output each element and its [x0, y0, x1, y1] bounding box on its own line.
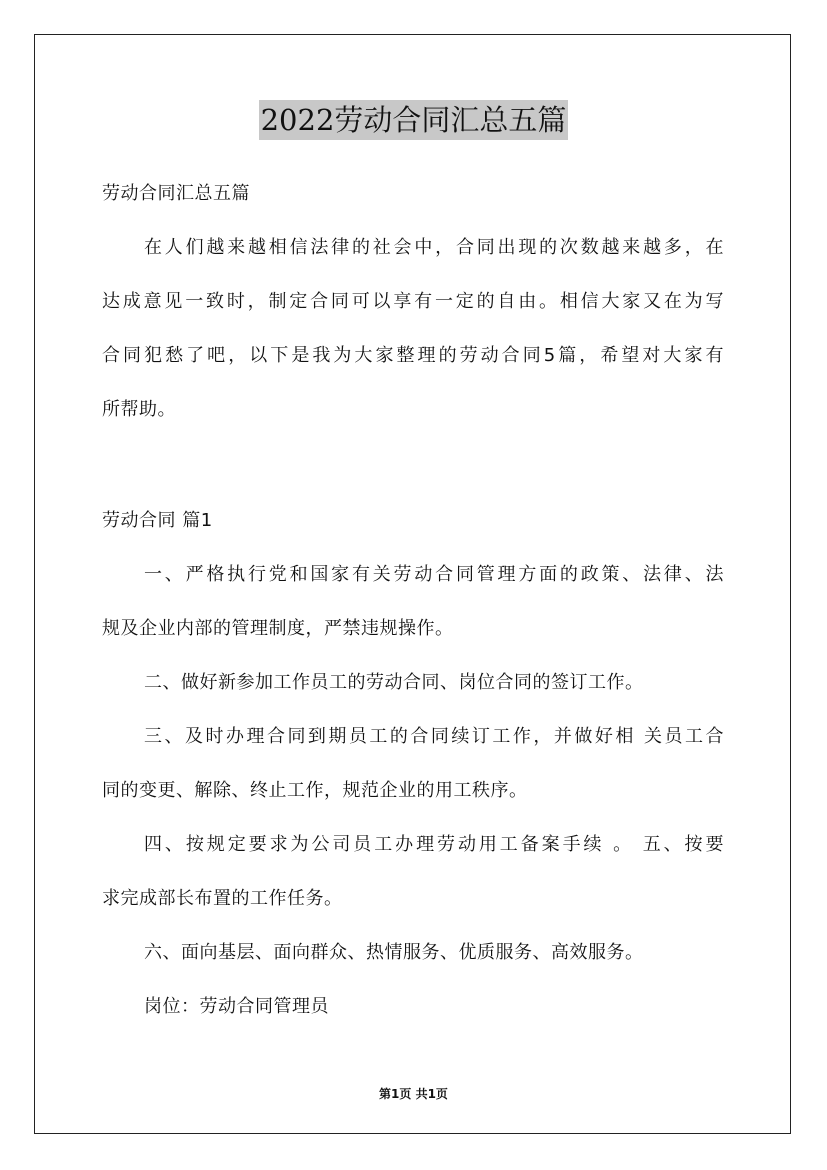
intro-line-3: 合同犯愁了吧，以下是我为大家整理的劳动合同5篇，希望对大家有: [102, 345, 724, 366]
item6-line: 六、面向基层、面向群众、热情服务、优质服务、高效服务。: [144, 942, 644, 963]
item3-line-2: 同的变更、解除、终止工作，规范企业的用工秩序。: [102, 780, 528, 801]
position-line: 岗位：劳动合同管理员: [144, 996, 329, 1017]
intro-line-1: 在人们越来越相信法律的社会中，合同出现的次数越来越多，在: [144, 237, 724, 258]
item3-line-1: 三、及时办理合同到期员工的合同续订工作，并做好相 关员工合: [144, 726, 724, 747]
intro-line-2: 达成意见一致时，制定合同可以享有一定的自由。相信大家又在为写: [102, 291, 724, 312]
item4-line-2: 求完成部长布置的工作任务。: [102, 888, 343, 909]
item1-line-1: 一、严格执行党和国家有关劳动合同管理方面的政策、法律、法: [144, 564, 724, 585]
document-subtitle: 劳动合同汇总五篇: [102, 183, 250, 204]
intro-line-4: 所帮助。: [102, 399, 176, 420]
section-heading: 劳动合同 篇1: [102, 510, 213, 531]
title-wrap: [0, 100, 827, 140]
item1-line-2: 规及企业内部的管理制度，严禁违规操作。: [102, 618, 454, 639]
page-footer: 第1页 共1页: [379, 1087, 448, 1101]
document-title: 2022劳动合同汇总五篇: [259, 100, 569, 140]
item4-line-1: 四、按规定要求为公司员工办理劳动用工备案手续 。 五、按要: [144, 834, 724, 855]
item2-line: 二、做好新参加工作员工的劳动合同、岗位合同的签订工作。: [144, 672, 644, 693]
